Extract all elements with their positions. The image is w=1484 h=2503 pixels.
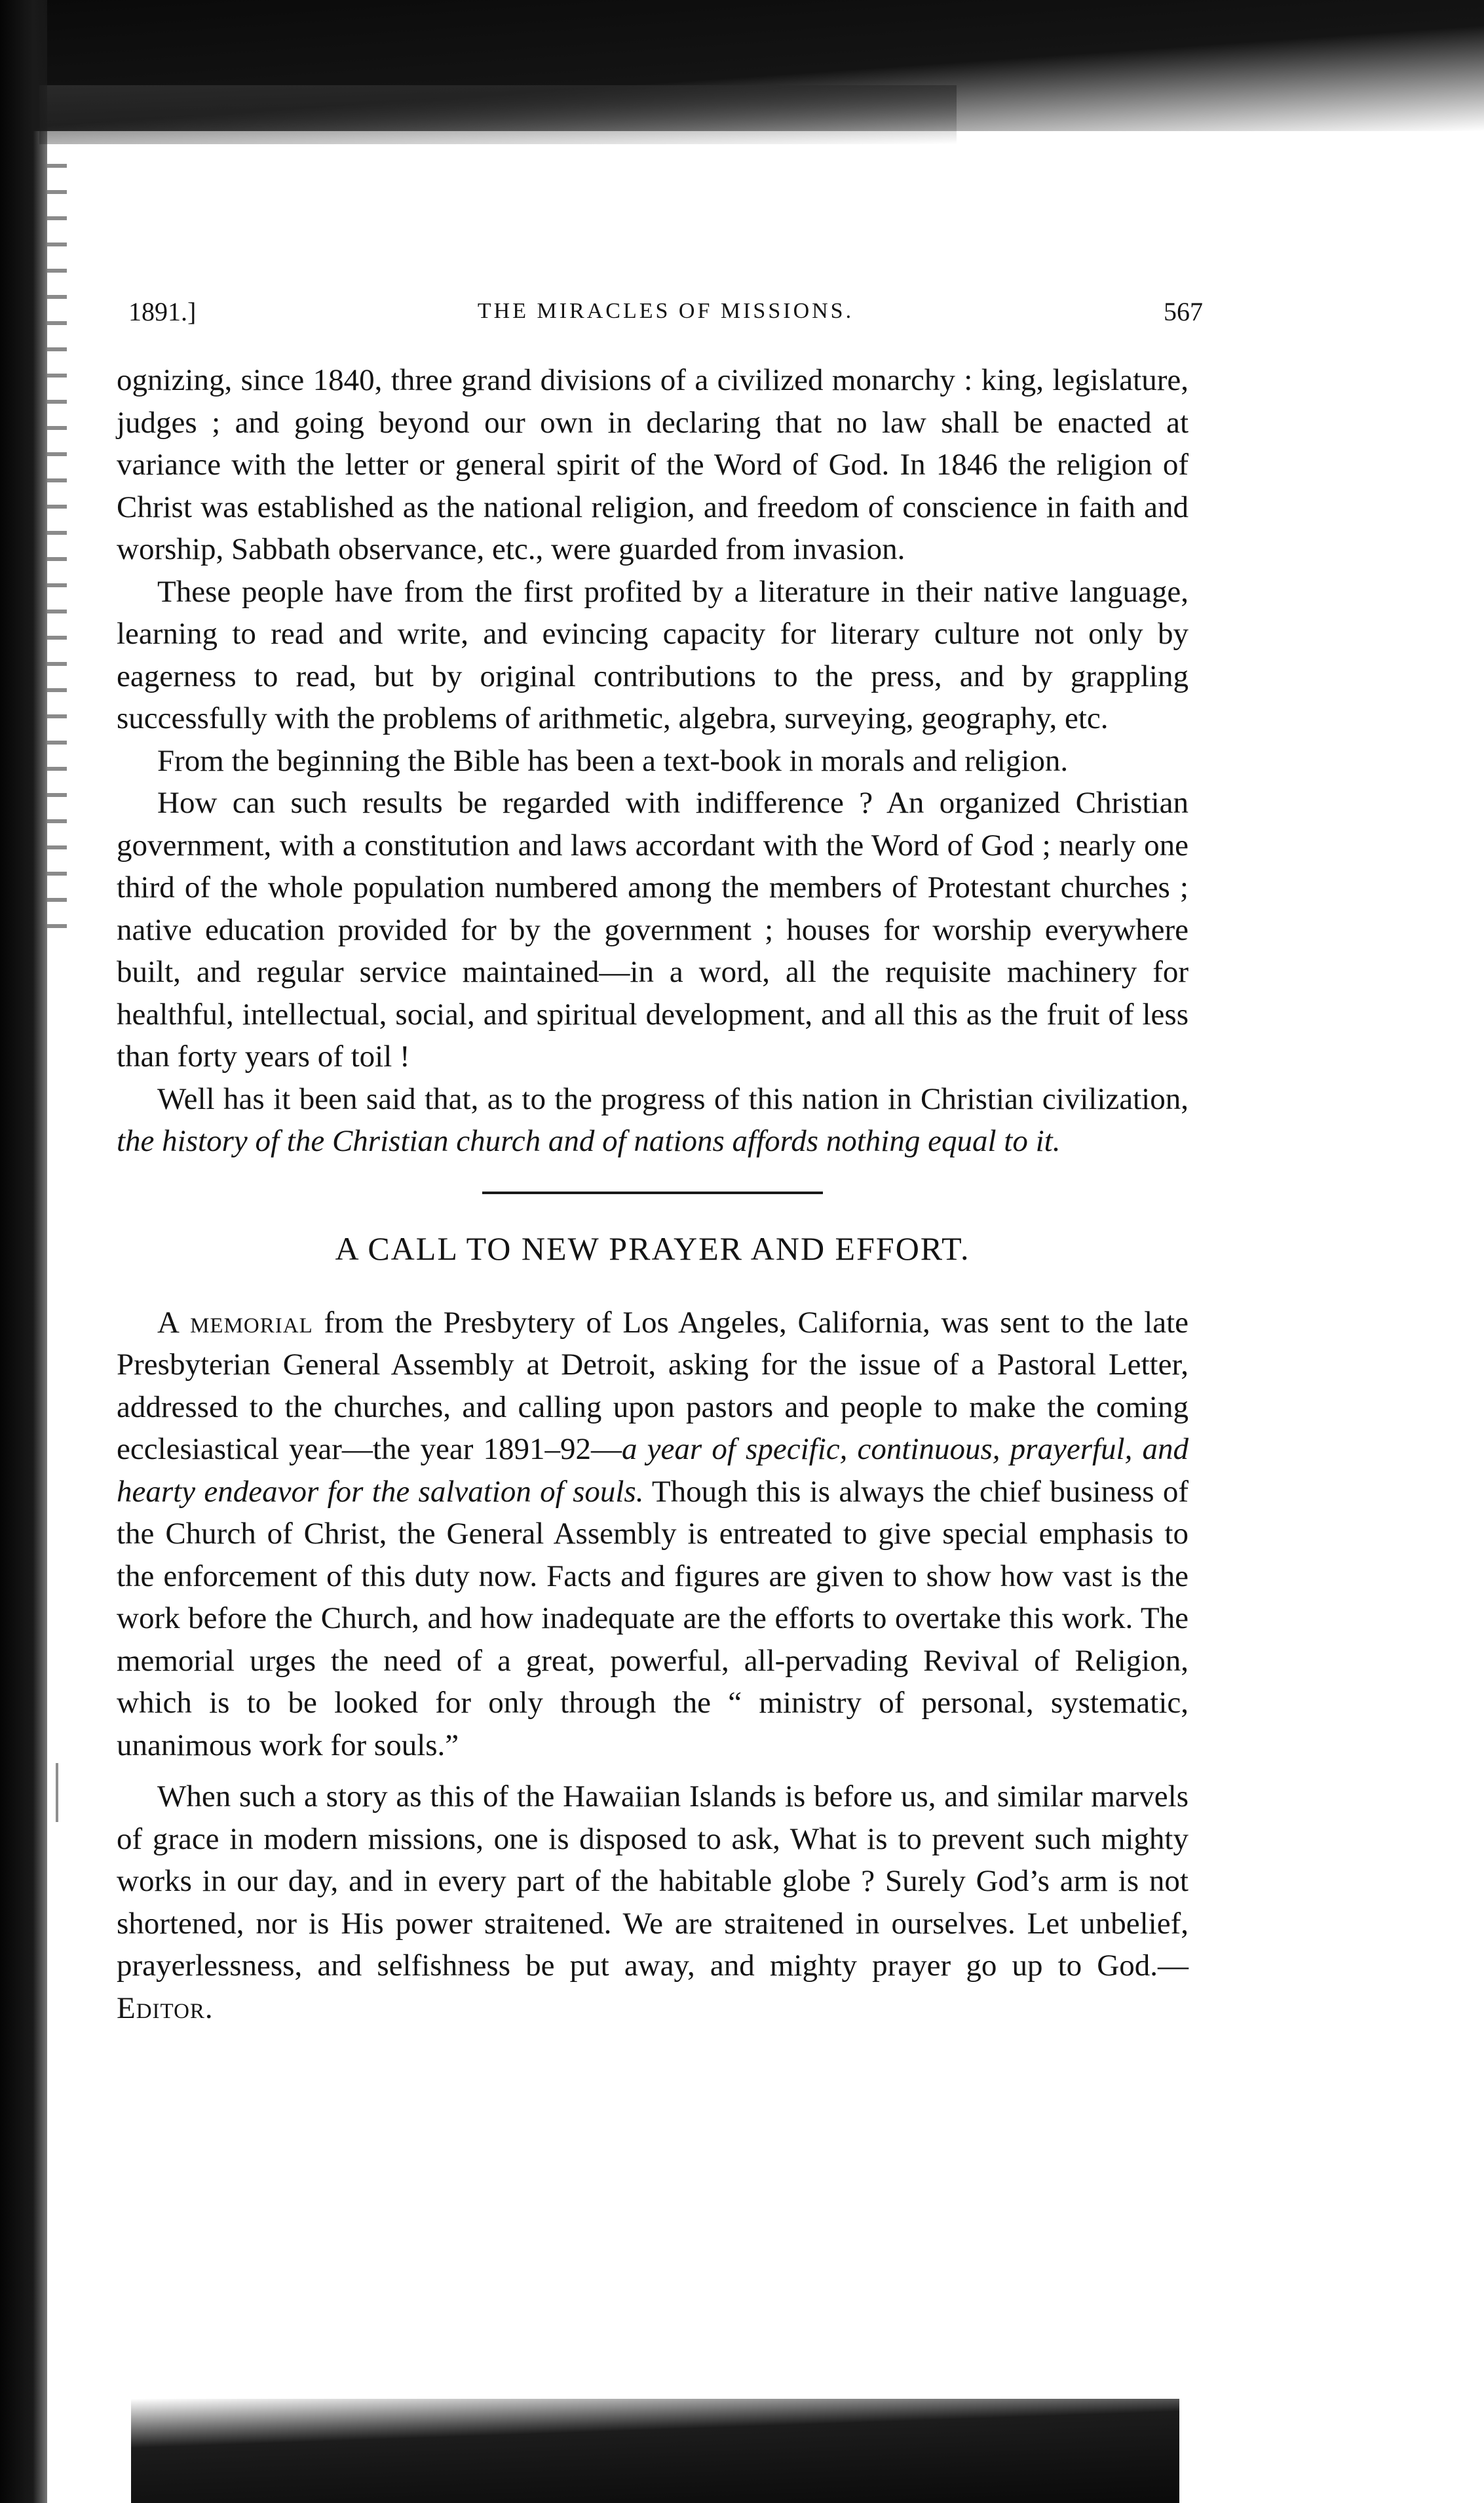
scan-border-bottom <box>131 2399 1179 2503</box>
paragraph: ognizing, since 1840, three grand divisions of a civilized monarchy : king, legislature, judges ; and going beyond our own in declaring that no law shall be enacted at variance with the letter or general spirit of the Word of God. In 1846 the religion of Christ was established as the national religion, and freedom of conscience in faith and worship, Sabbath observance, etc., were guarded from invasion. <box>117 363 1189 566</box>
scan-edge-marks <box>47 164 67 950</box>
paragraph: From the beginning the Bible has been a text-book in morals and religion. <box>157 743 1069 778</box>
page-number: 567 <box>1164 297 1203 326</box>
paragraph <box>117 1078 1189 1163</box>
paragraph-text: Well has it been said that, as to the progress of this nation in Christian civilization, <box>157 1081 1189 1116</box>
lead-in-small-caps: A memorial <box>157 1305 313 1340</box>
paragraph <box>117 1302 1189 1767</box>
paragraph-text: When such a story as this of the Hawaiian Islands is before us, and similar marvels of grace in modern missions, one is disposed to ask, What is to prevent such mighty works in our day, and in every part of the habitable globe ? Surely God’s arm is not shortened, nor is His power straitened. We are straitened in ourselves. Let unbelief, prayerlessness, and selfishness be put away, and mighty prayer go up to God.— <box>117 1779 1189 1983</box>
italic-emphasis: the history of the Christian church and of nations affords nothing equal to it. <box>117 1124 1061 1158</box>
margin-mark <box>56 1763 58 1822</box>
page-header <box>128 296 1203 336</box>
paragraph-text: Though this is always the chief business of the Church of Christ, the General Assembly is entreated to give special emphasis to the enforcement of this duty now. Facts and figures are given to show how vast is the work before the Church, and how inadequate are the efforts to overtake this work. The memorial urges the need of a great, powerful, all-pervading Revival of Religion, which is to be looked for only through the “ ministry of personal, systematic, unanimous work for souls.” <box>117 1474 1189 1762</box>
header-year: 1891.] <box>128 297 197 326</box>
italic-emphasis: a year of specific, continuous, prayerful, and hearty endeavor for the salvation of souls. <box>117 1432 1189 1509</box>
running-title: THE MIRACLES OF MISSIONS. <box>477 299 854 323</box>
page-body <box>117 359 1189 2029</box>
paragraph <box>117 1775 1189 2029</box>
scan-border-left <box>0 0 47 2503</box>
paragraph-text: from the Presbytery of Los Angeles, California, was sent to the late Presbyterian General Assembly at Detroit, asking for the issue of a Pastoral Letter, addressed to the churches, and calling upon pastors and people to make the coming ecclesiastical year—the year 1891–92— <box>117 1305 1189 1466</box>
article-title: A CALL TO NEW PRAYER AND EFFORT. <box>335 1230 970 1267</box>
paragraph: These people have from the first profited by a literature in their native language, learning to read and write, and evincing capacity for literary culture not only by eagerness to read, but by original contributions to the press, and by grappling successfully with the problems of arithmetic, algebra, surveying, geography, etc. <box>117 574 1189 735</box>
section-divider <box>482 1192 823 1194</box>
editor-signature: Editor. <box>117 1990 214 2025</box>
paragraph: How can such results be regarded with indifference ? An organized Christian government, with a constitution and laws accordant with the Word of God ; nearly one third of the whole population numbered among the members of Protestant churches ; native education provided for by the government ; houses for worship everywhere built, and regular service maintained—in a word, all the requisite machinery for healthful, intellectual, social, and spiritual development, and all this as the fruit of less than forty years of toil ! <box>117 786 1189 1074</box>
scan-shadow-top <box>39 85 957 144</box>
